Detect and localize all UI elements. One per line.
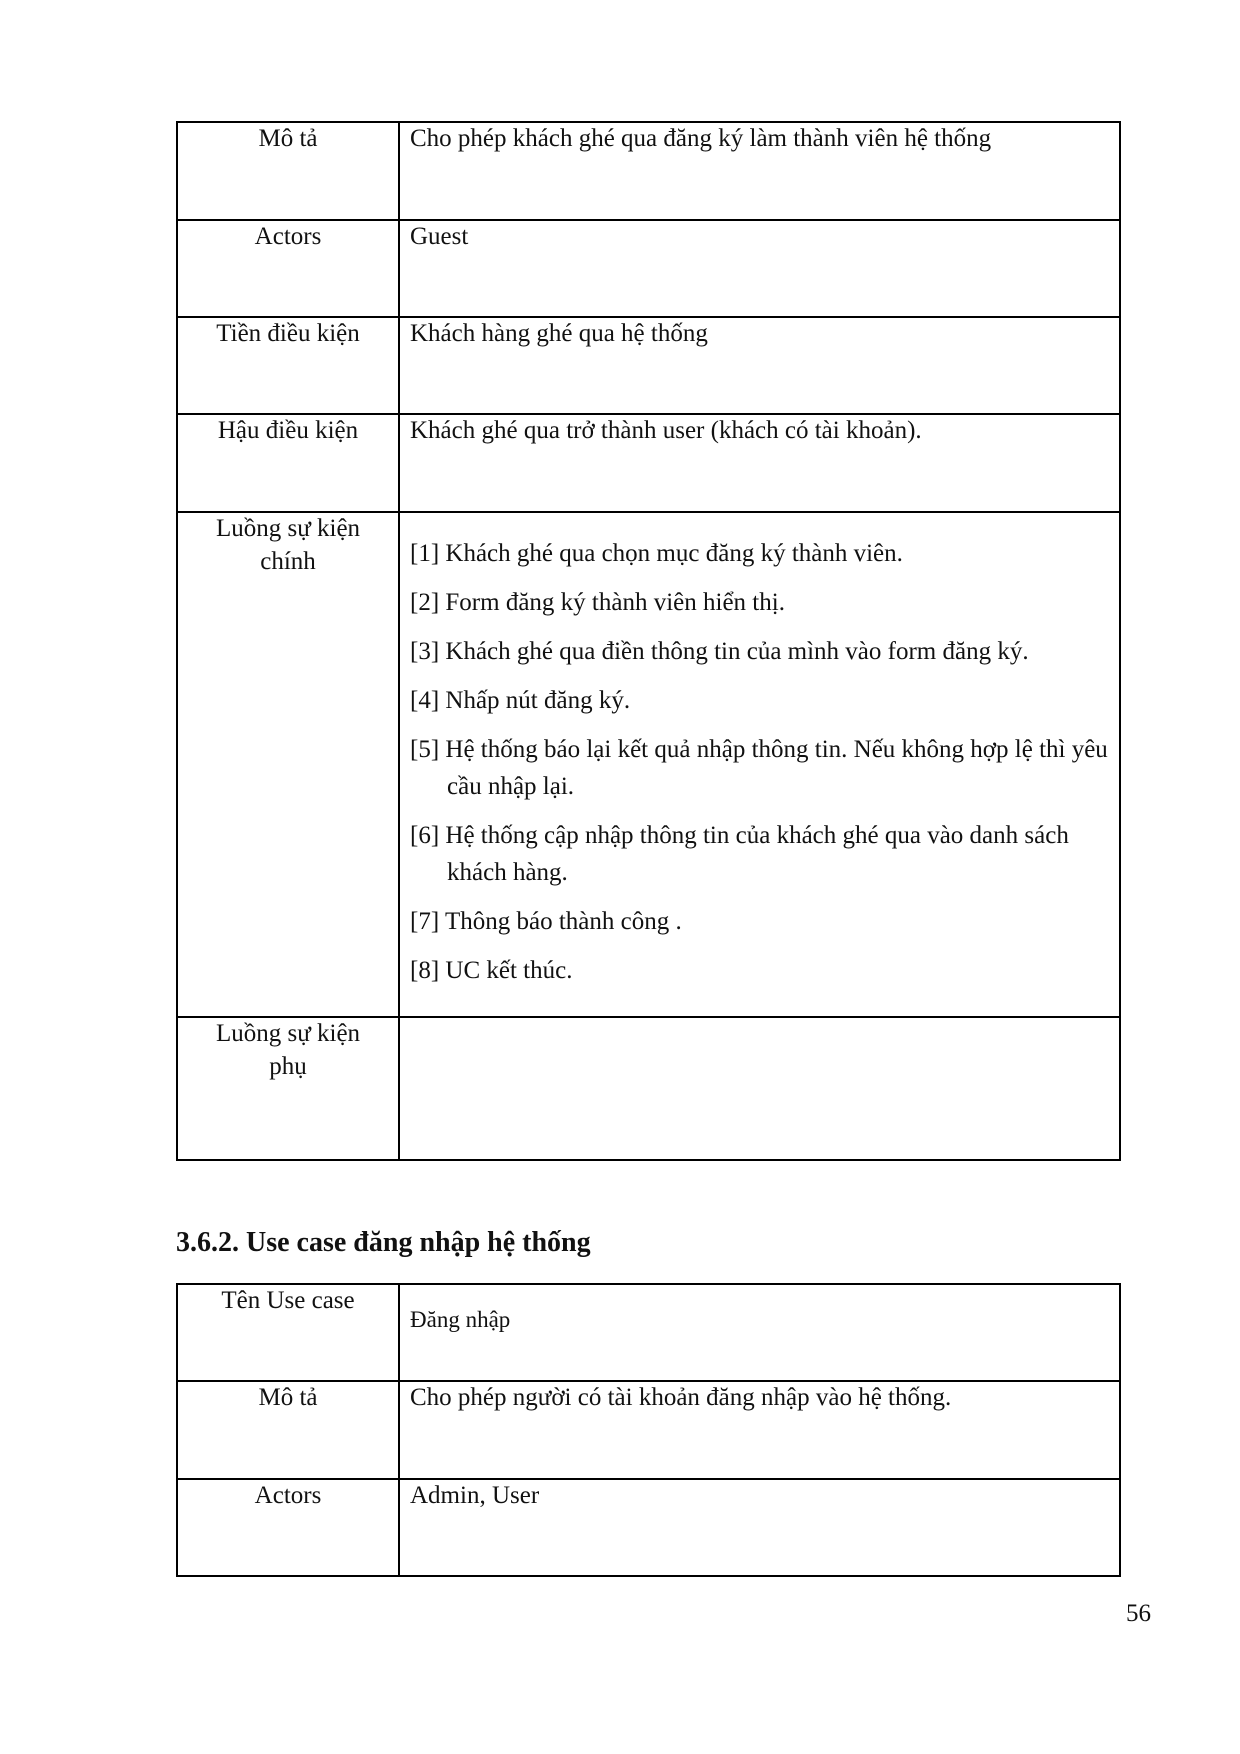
alt-flow-label <box>177 1017 399 1160</box>
main-flow-step: [3] Khách ghé qua điền thông tin của mình vào form đăng ký. <box>410 638 1029 665</box>
table-row <box>177 122 1120 220</box>
main-flow-label <box>177 512 399 1017</box>
main-flow-step: [4] Nhấp nút đăng ký. <box>410 687 631 714</box>
row-value: Guest <box>399 220 1120 317</box>
row-value: Cho phép khách ghé qua đăng ký làm thành viên hệ thống <box>399 122 1120 220</box>
row-value: Cho phép người có tài khoản đăng nhập vào hệ thống. <box>399 1381 1120 1479</box>
table-row-alt-flow <box>177 1017 1120 1160</box>
row-label: Tiền điều kiện <box>177 317 399 414</box>
table-row <box>177 414 1120 512</box>
table-row <box>177 317 1120 414</box>
main-flow-step: [2] Form đăng ký thành viên hiển thị. <box>410 589 785 616</box>
row-value: Khách ghé qua trở thành user (khách có tài khoản). <box>399 414 1120 512</box>
row-label: Actors <box>177 220 399 317</box>
table-row <box>177 1479 1120 1576</box>
table-row <box>177 220 1120 317</box>
alt-flow-label-line: Luồng sự kiện <box>215 1020 361 1047</box>
main-flow-step: [6] Hệ thống cập nhập thông tin của khách ghé qua vào danh sách khách hàng. <box>410 822 1069 886</box>
main-flow-step-list <box>410 513 1111 989</box>
main-flow-step: [7] Thông báo thành công . <box>410 908 682 935</box>
alt-flow-label-line: phụ <box>269 1052 307 1080</box>
main-flow-label-line: Luồng sự kiện <box>215 515 361 542</box>
row-label: Actors <box>177 1479 399 1576</box>
page-number: 56 <box>1126 1600 1151 1627</box>
main-flow-step: [1] Khách ghé qua chọn mục đăng ký thành viên. <box>410 540 903 567</box>
alt-flow-value <box>399 1017 1120 1160</box>
use-case-register-table <box>176 121 1121 1161</box>
table-row <box>177 1284 1120 1381</box>
row-value: Khách hàng ghé qua hệ thống <box>399 317 1120 414</box>
table-row <box>177 1381 1120 1479</box>
main-flow-step: [8] UC kết thúc. <box>410 957 573 984</box>
row-label: Mô tả <box>177 1381 399 1479</box>
row-value: Admin, User <box>399 1479 1120 1576</box>
main-flow-step: [5] Hệ thống báo lại kết quả nhập thông tin. Nếu không hợp lệ thì yêu cầu nhập lại. <box>410 736 1108 800</box>
section-heading: 3.6.2. Use case đăng nhập hệ thống <box>176 1227 591 1258</box>
main-flow-label-line: chính <box>260 547 316 575</box>
table-row-main-flow <box>177 512 1120 1017</box>
main-flow-steps <box>399 512 1120 1017</box>
row-label: Tên Use case <box>177 1284 399 1381</box>
row-label: Hậu điều kiện <box>177 414 399 512</box>
row-label: Mô tả <box>177 122 399 220</box>
row-value: Đăng nhập <box>399 1284 1120 1381</box>
use-case-login-table <box>176 1283 1121 1577</box>
